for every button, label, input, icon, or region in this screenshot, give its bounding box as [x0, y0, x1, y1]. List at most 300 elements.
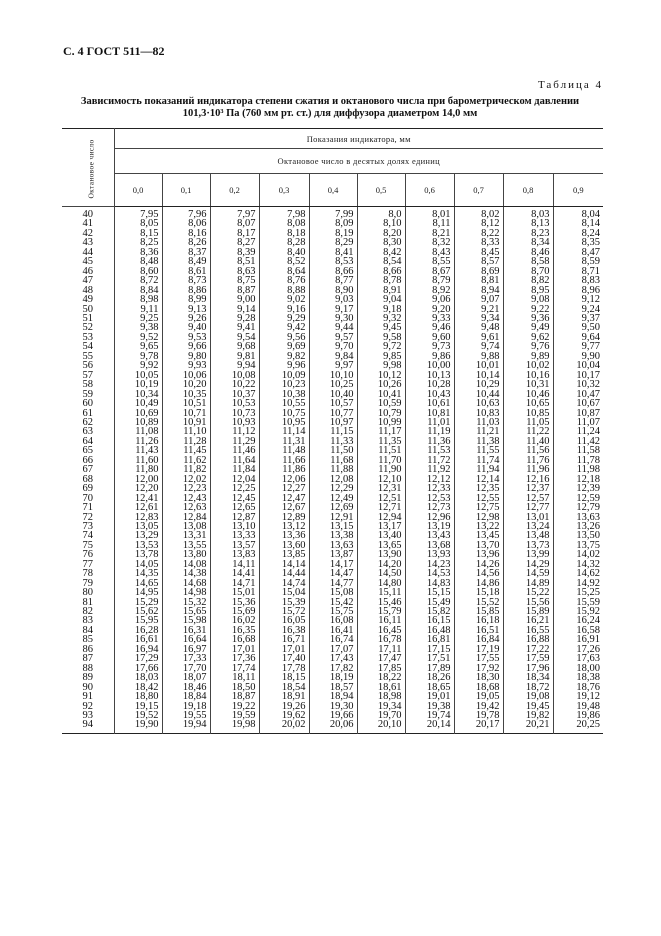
indicator-value: 10,73: [210, 409, 259, 418]
indicator-value: 11,84: [210, 465, 259, 474]
indicator-value: 16,74: [309, 635, 357, 644]
indicator-value: 17,43: [309, 654, 357, 663]
indicator-value: 8,52: [259, 257, 309, 266]
indicator-value: 10,22: [210, 380, 259, 389]
indicator-value: 17,47: [357, 654, 405, 663]
indicator-value: 14,44: [259, 569, 309, 578]
indicator-value: 11,17: [357, 427, 405, 436]
indicator-value: 15,32: [162, 598, 210, 607]
page-header: С. 4 ГОСТ 511—82: [63, 44, 165, 58]
indicator-value: 8,55: [405, 257, 454, 266]
indicator-value: 13,87: [309, 550, 357, 559]
indicator-value: 14,11: [210, 560, 259, 569]
indicator-value: 11,50: [309, 446, 357, 455]
indicator-value: 13,31: [162, 531, 210, 540]
indicator-value: 9,16: [259, 305, 309, 314]
indicator-value: 8,88: [259, 286, 309, 295]
indicator-value: 13,05: [114, 522, 162, 531]
indicator-value: 8,16: [162, 229, 210, 238]
indicator-value: 13,29: [114, 531, 162, 540]
indicator-value: 8,51: [210, 257, 259, 266]
indicator-value: 15,36: [210, 598, 259, 607]
indicator-value: 11,28: [162, 437, 210, 446]
indicator-value: 8,22: [454, 229, 503, 238]
indicator-value: 17,70: [162, 664, 210, 673]
indicator-value: 19,15: [114, 702, 162, 711]
octane-value: 67: [82, 464, 93, 476]
indicator-value: 11,51: [357, 446, 405, 455]
indicator-value: 11,48: [259, 446, 309, 455]
indicator-value: 11,14: [259, 427, 309, 436]
indicator-value: 18,72: [503, 683, 553, 692]
indicator-value: 10,00: [405, 361, 454, 370]
indicator-value: 9,94: [210, 361, 259, 370]
indicator-value: 8,59: [553, 257, 603, 266]
indicator-value: 12,41: [114, 494, 162, 503]
indicator-value: 8,36: [114, 248, 162, 257]
indicator-value: 10,95: [259, 418, 309, 427]
indicator-value: 12,39: [553, 484, 603, 493]
indicator-value: 11,62: [162, 456, 210, 465]
indicator-value: 11,55: [454, 446, 503, 455]
indicator-value: 8,91: [357, 286, 405, 295]
indicator-value: 13,24: [503, 522, 553, 531]
indicator-value: 8,86: [162, 286, 210, 295]
octane-value: 61: [82, 407, 93, 419]
indicator-value: 19,38: [405, 702, 454, 711]
indicator-value: 9,11: [114, 305, 162, 314]
tenths-subheader: Октановое число в десятых долях единиц: [114, 149, 603, 174]
indicator-value: 15,92: [553, 607, 603, 616]
indicator-value: 10,93: [210, 418, 259, 427]
indicator-value: 16,94: [114, 645, 162, 654]
indicator-value: 12,63: [162, 503, 210, 512]
indicator-value: 10,71: [162, 409, 210, 418]
indicator-value: 13,99: [503, 550, 553, 559]
indicator-value: 12,31: [357, 484, 405, 493]
indicator-value: 8,42: [357, 248, 405, 257]
indicator-value: 8,83: [553, 276, 603, 285]
indicator-value: 18,34: [503, 673, 553, 682]
indicator-value: 9,20: [405, 305, 454, 314]
indicator-value: 18,22: [357, 673, 405, 682]
tenths-column-header: 0,5: [357, 174, 405, 207]
indicator-value: 19,90: [114, 720, 162, 733]
indicator-value: 12,79: [553, 503, 603, 512]
indicator-value: 19,98: [210, 720, 259, 733]
indicator-value: 11,26: [114, 437, 162, 446]
indicator-value: 10,16: [503, 371, 553, 380]
indicator-value: 13,96: [454, 550, 503, 559]
indicator-value: 11,78: [553, 456, 603, 465]
octane-value: 72: [82, 511, 93, 523]
indicator-value: 16,28: [114, 626, 162, 635]
indicator-value: 12,10: [357, 475, 405, 484]
indicator-value: 16,88: [503, 635, 553, 644]
indicator-value: 14,53: [405, 569, 454, 578]
indicator-value: 17,01: [259, 645, 309, 654]
indicator-value: 10,53: [210, 399, 259, 408]
indicator-value: 9,92: [114, 361, 162, 370]
indicator-value: 13,22: [454, 522, 503, 531]
indicator-value: 9,37: [553, 314, 603, 323]
indicator-value: 8,13: [503, 219, 553, 228]
indicator-value: 16,58: [553, 626, 603, 635]
indicator-value: 13,33: [210, 531, 259, 540]
indicator-value: 10,35: [162, 390, 210, 399]
indicator-value: 15,15: [405, 588, 454, 597]
indicator-value: 9,36: [503, 314, 553, 323]
indicator-value: 12,08: [309, 475, 357, 484]
indicator-value: 15,29: [114, 598, 162, 607]
indicator-value: 10,57: [309, 399, 357, 408]
indicator-value: 8,01: [405, 207, 454, 220]
indicator-value: 8,11: [405, 219, 454, 228]
indicator-value: 14,62: [553, 569, 603, 578]
indicator-value: 9,12: [553, 295, 603, 304]
indicator-value: 9,81: [210, 352, 259, 361]
indicator-value: 10,47: [553, 390, 603, 399]
indicator-value: 12,27: [259, 484, 309, 493]
indicator-value: 11,21: [454, 427, 503, 436]
octane-value: 57: [82, 369, 93, 381]
indicator-value: 18,46: [162, 683, 210, 692]
indicator-value: 11,86: [259, 465, 309, 474]
indicator-value: 19,12: [553, 692, 603, 701]
indicator-value: 18,94: [309, 692, 357, 701]
indicator-value: 7,97: [210, 207, 259, 220]
indicator-value: 9,50: [553, 323, 603, 332]
indicator-value: 12,65: [210, 503, 259, 512]
octane-value: 49: [82, 294, 93, 306]
table-label: Таблица 4: [537, 79, 603, 91]
indicator-value: 8,78: [357, 276, 405, 285]
indicator-value: 19,62: [259, 711, 309, 720]
indicator-value: 7,95: [114, 207, 162, 220]
indicator-value: 8,06: [162, 219, 210, 228]
indicator-value: 8,46: [503, 248, 553, 257]
octane-value: 59: [82, 388, 93, 400]
octane-value: 69: [82, 483, 93, 495]
indicator-value: 8,08: [259, 219, 309, 228]
indicator-value: 11,22: [503, 427, 553, 436]
indicator-value: 11,08: [114, 427, 162, 436]
indicator-value: 8,94: [454, 286, 503, 295]
indicator-value: 19,59: [210, 711, 259, 720]
indicator-value: 12,02: [162, 475, 210, 484]
octane-value: 43: [82, 237, 93, 249]
indicator-value: 8,57: [454, 257, 503, 266]
indicator-value: 19,22: [210, 702, 259, 711]
indicator-value: 13,38: [309, 531, 357, 540]
indicator-value: 19,26: [259, 702, 309, 711]
indicator-value: 12,94: [357, 513, 405, 522]
indicator-value: 11,74: [454, 456, 503, 465]
indicator-value: 17,59: [503, 654, 553, 663]
indicator-value: 13,93: [405, 550, 454, 559]
indicator-value: 15,18: [454, 588, 503, 597]
indicator-value: 10,97: [309, 418, 357, 427]
indicator-value: 13,53: [114, 541, 162, 550]
indicator-value: 13,17: [357, 522, 405, 531]
indicator-value: 8,02: [454, 207, 503, 220]
indicator-value: 12,25: [210, 484, 259, 493]
octane-value: 71: [82, 502, 93, 514]
octane-value: 55: [82, 350, 93, 362]
indicator-value: 12,69: [309, 503, 357, 512]
indicator-value: 9,58: [357, 333, 405, 342]
indicator-value: 16,97: [162, 645, 210, 654]
indicator-value: 8,48: [114, 257, 162, 266]
octane-value: 82: [82, 606, 93, 618]
indicator-value: 13,75: [553, 541, 603, 550]
indicator-value: 9,18: [357, 305, 405, 314]
indicator-value: 12,83: [114, 513, 162, 522]
indicator-value: 19,94: [162, 720, 210, 733]
indicator-value: 16,38: [259, 626, 309, 635]
indicator-value: 12,04: [210, 475, 259, 484]
indicator-value: 12,14: [454, 475, 503, 484]
indicator-value: 9,29: [259, 314, 309, 323]
indicator-value: 17,85: [357, 664, 405, 673]
indicator-value: 10,43: [405, 390, 454, 399]
indicator-value: 9,53: [162, 333, 210, 342]
indicator-value: 8,40: [259, 248, 309, 257]
octane-value: 90: [82, 681, 93, 693]
indicator-value: 17,36: [210, 654, 259, 663]
indicator-value: 18,07: [162, 673, 210, 682]
indicator-value: 10,32: [553, 380, 603, 389]
octane-value: 91: [82, 691, 93, 703]
indicator-value: 13,57: [210, 541, 259, 550]
indicator-value: 10,67: [553, 399, 603, 408]
indicator-value: 13,70: [454, 541, 503, 550]
indicator-value: 8,41: [309, 248, 357, 257]
octane-value: 93: [82, 710, 93, 722]
indicator-value: 8,19: [309, 229, 357, 238]
indicator-value: 10,09: [259, 371, 309, 380]
indicator-value: 11,60: [114, 456, 162, 465]
indicator-value: 9,33: [405, 314, 454, 323]
indicator-value: 17,15: [405, 645, 454, 654]
octane-indicator-table: [62, 128, 603, 734]
octane-value: 44: [82, 246, 93, 258]
octane-value: 48: [82, 284, 93, 296]
indicator-value: 8,95: [503, 286, 553, 295]
indicator-value: 19,55: [162, 711, 210, 720]
indicator-value: 19,08: [503, 692, 553, 701]
indicator-value: 11,56: [503, 446, 553, 455]
indicator-value: 16,81: [405, 635, 454, 644]
octane-value: 62: [82, 416, 93, 428]
indicator-value: 8,71: [553, 267, 603, 276]
indicator-value: 9,02: [259, 295, 309, 304]
indicator-value: 17,33: [162, 654, 210, 663]
indicator-value: 9,89: [503, 352, 553, 361]
indicator-value: 15,59: [553, 598, 603, 607]
indicator-value: 17,96: [503, 664, 553, 673]
indicator-value: 9,73: [405, 342, 454, 351]
indicator-value: 12,75: [454, 503, 503, 512]
octane-value: 50: [82, 303, 93, 315]
indicator-value: 8,10: [357, 219, 405, 228]
indicator-value: 16,61: [114, 635, 162, 644]
indicator-value: 12,49: [309, 494, 357, 503]
indicator-value: 8,75: [210, 276, 259, 285]
indicator-value: 16,78: [357, 635, 405, 644]
indicator-value: 12,18: [553, 475, 603, 484]
indicator-value: 8,15: [114, 229, 162, 238]
indicator-value: 15,62: [114, 607, 162, 616]
indicator-value: 8,35: [553, 238, 603, 247]
indicator-value: 8,69: [454, 267, 503, 276]
indicator-value: 13,50: [553, 531, 603, 540]
indicator-value: 14,89: [503, 579, 553, 588]
indicator-value: 15,04: [259, 588, 309, 597]
indicator-value: 14,95: [114, 588, 162, 597]
indicator-value: 11,76: [503, 456, 553, 465]
indicator-value: 10,10: [309, 371, 357, 380]
indicator-value: 10,02: [503, 361, 553, 370]
indicator-value: 17,01: [210, 645, 259, 654]
indicator-value: 11,98: [553, 465, 603, 474]
indicator-value: 12,71: [357, 503, 405, 512]
indicator-value: 9,06: [405, 295, 454, 304]
tenths-column-header: 0,2: [210, 174, 259, 207]
indicator-value: 11,42: [553, 437, 603, 446]
tenths-column-header: 0,0: [114, 174, 162, 207]
indicator-value: 9,44: [309, 323, 357, 332]
indicator-value: 9,56: [259, 333, 309, 342]
indicator-value: 14,92: [553, 579, 603, 588]
octane-value: 76: [82, 549, 93, 561]
indicator-value: 16,45: [357, 626, 405, 635]
octane-value: 66: [82, 454, 93, 466]
indicator-value: 9,65: [114, 342, 162, 351]
indicator-value: 9,80: [162, 352, 210, 361]
indicator-value: 16,41: [309, 626, 357, 635]
indicator-value: 18,91: [259, 692, 309, 701]
indicator-value: 18,42: [114, 683, 162, 692]
indicator-value: 13,15: [309, 522, 357, 531]
indicator-value: 13,01: [503, 513, 553, 522]
indicator-value: 9,96: [259, 361, 309, 370]
indicator-value: 8,25: [114, 238, 162, 247]
indicator-value: 12,89: [259, 513, 309, 522]
indicator-value: 19,78: [454, 711, 503, 720]
indicator-value: 7,96: [162, 207, 210, 220]
octane-value: 56: [82, 360, 93, 372]
tenths-column-header: 0,6: [405, 174, 454, 207]
octane-value: 86: [82, 643, 93, 655]
indicator-value: 8,28: [259, 238, 309, 247]
indicator-value: 13,26: [553, 522, 603, 531]
indicator-value: 8,87: [210, 286, 259, 295]
indicator-value: 14,41: [210, 569, 259, 578]
indicator-value: 11,33: [309, 437, 357, 446]
indicator-value: 18,11: [210, 673, 259, 682]
indicator-value: 8,76: [259, 276, 309, 285]
indicator-value: 12,47: [259, 494, 309, 503]
indicator-value: 14,86: [454, 579, 503, 588]
indicator-value: 10,75: [259, 409, 309, 418]
indicator-value: 17,40: [259, 654, 309, 663]
indicator-value: 8,20: [357, 229, 405, 238]
indicator-value: 10,61: [405, 399, 454, 408]
indicator-value: 8,79: [405, 276, 454, 285]
indicator-value: 10,28: [405, 380, 454, 389]
indicator-value: 14,20: [357, 560, 405, 569]
indicator-value: 19,82: [503, 711, 553, 720]
octane-value: 79: [82, 577, 93, 589]
indicator-value: 8,04: [553, 207, 603, 220]
indicator-value: 10,79: [357, 409, 405, 418]
octane-value: 42: [82, 227, 93, 239]
indicator-value: 9,40: [162, 323, 210, 332]
indicator-value: 8,26: [162, 238, 210, 247]
indicator-value: 17,11: [357, 645, 405, 654]
indicator-value: 20,14: [405, 720, 454, 733]
indicator-value: 18,87: [210, 692, 259, 701]
indicator-value: 15,56: [503, 598, 553, 607]
indicator-value: 11,19: [405, 427, 454, 436]
indicator-value: 12,84: [162, 513, 210, 522]
indicator-value: 8,70: [503, 267, 553, 276]
indicator-value: 10,37: [210, 390, 259, 399]
indicator-value: 13,55: [162, 541, 210, 550]
indicator-value: 9,69: [259, 342, 309, 351]
indicator-value: 11,29: [210, 437, 259, 446]
indicator-value: 14,14: [259, 560, 309, 569]
indicator-value: 15,89: [503, 607, 553, 616]
indicator-value: 8,60: [114, 267, 162, 276]
indicator-value: 15,01: [210, 588, 259, 597]
indicator-value: 15,95: [114, 616, 162, 625]
indicator-value: 17,07: [309, 645, 357, 654]
indicator-value: 13,36: [259, 531, 309, 540]
octane-value: 45: [82, 256, 93, 268]
indicator-value: 9,54: [210, 333, 259, 342]
indicator-value: 15,52: [454, 598, 503, 607]
indicator-value: 9,52: [114, 333, 162, 342]
indicator-value: 8,32: [405, 238, 454, 247]
indicator-value: 10,14: [454, 371, 503, 380]
indicator-value: 14,23: [405, 560, 454, 569]
indicator-value: 15,39: [259, 598, 309, 607]
indicator-value: 14,17: [309, 560, 357, 569]
indicator-value: 17,66: [114, 664, 162, 673]
indicator-value: 9,34: [454, 314, 503, 323]
indicator-value: 8,47: [553, 248, 603, 257]
indicator-value: 13,65: [357, 541, 405, 550]
indicator-value: 9,86: [405, 352, 454, 361]
indicator-value: 10,69: [114, 409, 162, 418]
indicator-value: 9,85: [357, 352, 405, 361]
indicator-value: 15,98: [162, 616, 210, 625]
indicator-value: 13,48: [503, 531, 553, 540]
indicator-value: 8,09: [309, 219, 357, 228]
octane-value: 94: [82, 719, 93, 731]
indicator-value: 8,82: [503, 276, 553, 285]
indicator-value: 8,72: [114, 276, 162, 285]
indicator-value: 9,49: [503, 323, 553, 332]
tenths-column-header: 0,1: [162, 174, 210, 207]
indicator-value: 14,29: [503, 560, 553, 569]
indicator-value: 17,92: [454, 664, 503, 673]
indicator-value: 13,68: [405, 541, 454, 550]
caption-line-1: Зависимость показаний индикатора степени сжатия и октанового числа при барометрическом давлении: [80, 96, 580, 107]
indicator-value: 18,38: [553, 673, 603, 682]
